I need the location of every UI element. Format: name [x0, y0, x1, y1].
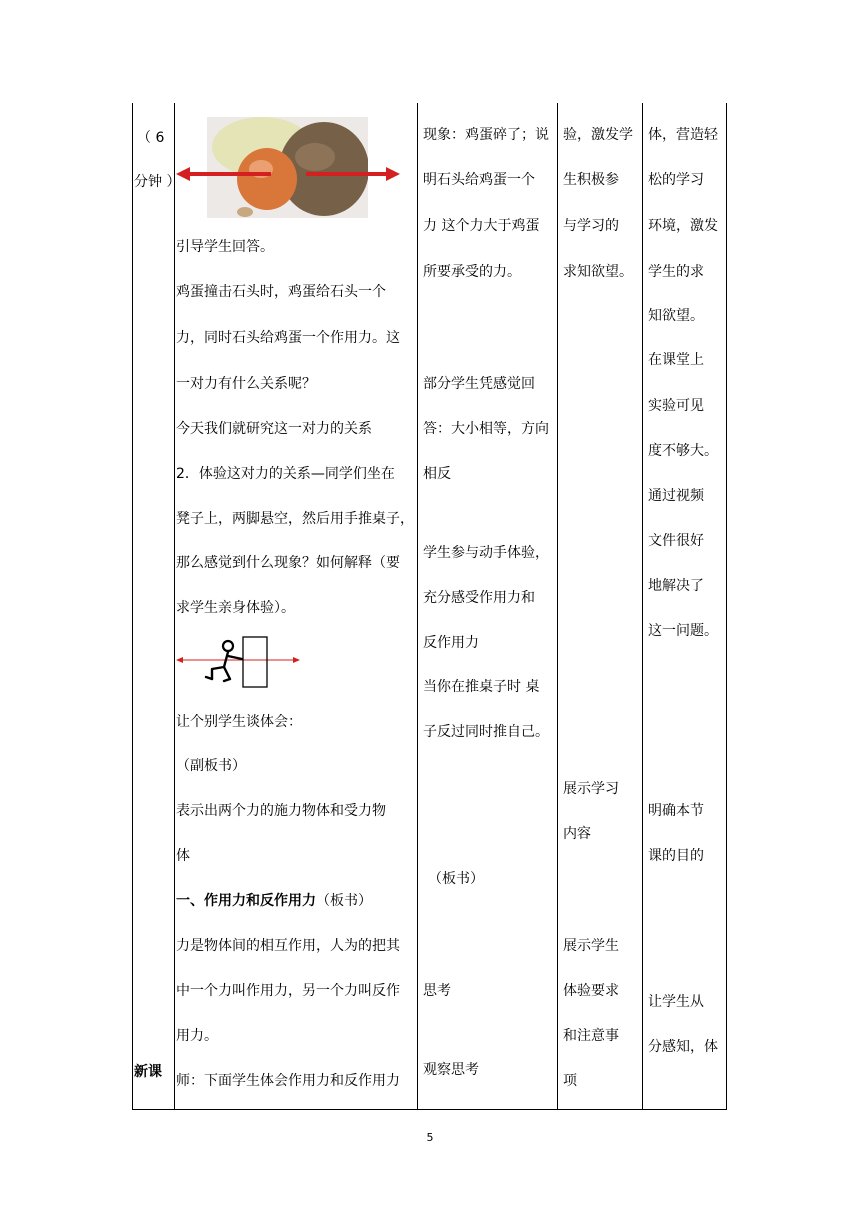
teaching-line: 引导学生回答。: [176, 239, 274, 255]
teaching-line: 那么感觉到什么现象？如何解释（要: [176, 555, 400, 571]
design-line: 通过视频: [648, 488, 704, 504]
table-border-col5: [642, 103, 643, 1110]
section-label: 新课: [134, 1064, 162, 1080]
design-line: 明确本节: [648, 803, 704, 819]
table-border-bottom: [132, 1109, 727, 1110]
teaching-line: 用力。: [176, 1028, 218, 1044]
intent-line: 验，激发学: [563, 127, 633, 143]
intent-line: 体验要求: [563, 983, 619, 999]
design-line: 课的目的: [648, 848, 704, 864]
design-line: 环境，激发: [648, 218, 718, 234]
teaching-line: 师：下面学生体会作用力和反作用力: [176, 1073, 400, 1089]
design-line: 文件很好: [648, 533, 704, 549]
teaching-line: 鸡蛋撞击石头时，鸡蛋给石头一个: [176, 284, 386, 300]
student-line: 相反: [423, 466, 451, 482]
table-border-col2: [174, 103, 175, 1110]
student-line: 部分学生凭感觉回: [423, 376, 535, 392]
student-line: 答：大小相等，方向: [423, 421, 549, 437]
student-line: 当你在推桌子时 桌: [423, 679, 540, 695]
design-line: 分感知，体: [648, 1039, 718, 1055]
intent-line: 与学习的: [563, 218, 619, 234]
intent-line: 和注意事: [563, 1028, 619, 1044]
design-line: 这一问题。: [648, 623, 718, 639]
time-label-a: （ 6: [137, 130, 165, 146]
intent-line: 项: [563, 1073, 577, 1089]
teaching-line: 求学生亲身体验）。: [176, 600, 295, 616]
egg-stone-arrows: [176, 164, 401, 184]
table-border-col3: [417, 103, 418, 1110]
teaching-line: 一对力有什么关系呢？: [176, 376, 316, 392]
time-label-b: 分钟 ）: [134, 174, 181, 190]
design-line: 学生的求: [648, 264, 704, 280]
student-line: 观察思考: [423, 1062, 479, 1078]
student-line: 充分感受作用力和: [423, 590, 535, 606]
design-line: 实验可见: [648, 398, 704, 414]
design-line: 度不够大。: [648, 443, 718, 459]
table-border-right: [726, 103, 727, 1110]
table-border-col4: [557, 103, 558, 1110]
student-line: 所要承受的力。: [423, 264, 521, 280]
teaching-line: 体: [176, 848, 190, 864]
design-line: 让学生从: [648, 994, 704, 1010]
student-line: 学生参与动手体验，: [423, 545, 549, 561]
teaching-line: 表示出两个力的施力物体和受力物: [176, 803, 386, 819]
heading-bold-text: 一、作用力和反作用力: [176, 893, 316, 909]
student-line: 子反过同时推自己。: [423, 724, 549, 740]
student-line: 反作用力: [423, 635, 479, 651]
student-line: 现象：鸡蛋碎了；说: [423, 127, 549, 143]
student-line: 明石头给鸡蛋一个: [423, 172, 535, 188]
teaching-line: 凳子上，两脚悬空，然后用手推桌子，: [176, 511, 414, 527]
table-border-left: [132, 103, 133, 1110]
teaching-line: 让个别学生谈体会：: [176, 714, 302, 730]
design-line: 地解决了: [648, 578, 704, 594]
teaching-line: 力是物体间的相互作用，人为的把其: [176, 938, 400, 954]
intent-line: 求知欲望。: [563, 264, 633, 280]
teaching-line: 中一个力叫作用力，另一个力叫反作: [176, 983, 400, 999]
design-line: 在课堂上: [648, 352, 704, 368]
intent-line: 生积极参: [563, 172, 619, 188]
heading-note: （板书）: [316, 893, 372, 909]
teaching-line: 力，同时石头给鸡蛋一个作用力。这: [176, 330, 400, 346]
design-line: 松的学习: [648, 172, 704, 188]
push-table-diagram: [176, 635, 300, 690]
student-line: 力 这个力大于鸡蛋: [423, 218, 540, 234]
teaching-line: 2．体验这对力的关系—同学们坐在: [176, 466, 395, 482]
page-number: 5: [426, 1131, 434, 1144]
teaching-heading: [176, 891, 372, 911]
intent-line: 展示学习: [563, 781, 619, 797]
teaching-line: （副板书）: [176, 758, 246, 774]
intent-line: 内容: [563, 826, 591, 842]
intent-line: 展示学生: [563, 938, 619, 954]
student-line: 思考: [423, 983, 451, 999]
teaching-line: 今天我们就研究这一对力的关系: [176, 421, 372, 437]
design-line: 体，营造轻: [648, 127, 718, 143]
student-line: （板书）: [428, 871, 484, 887]
design-line: 知欲望。: [648, 308, 704, 324]
